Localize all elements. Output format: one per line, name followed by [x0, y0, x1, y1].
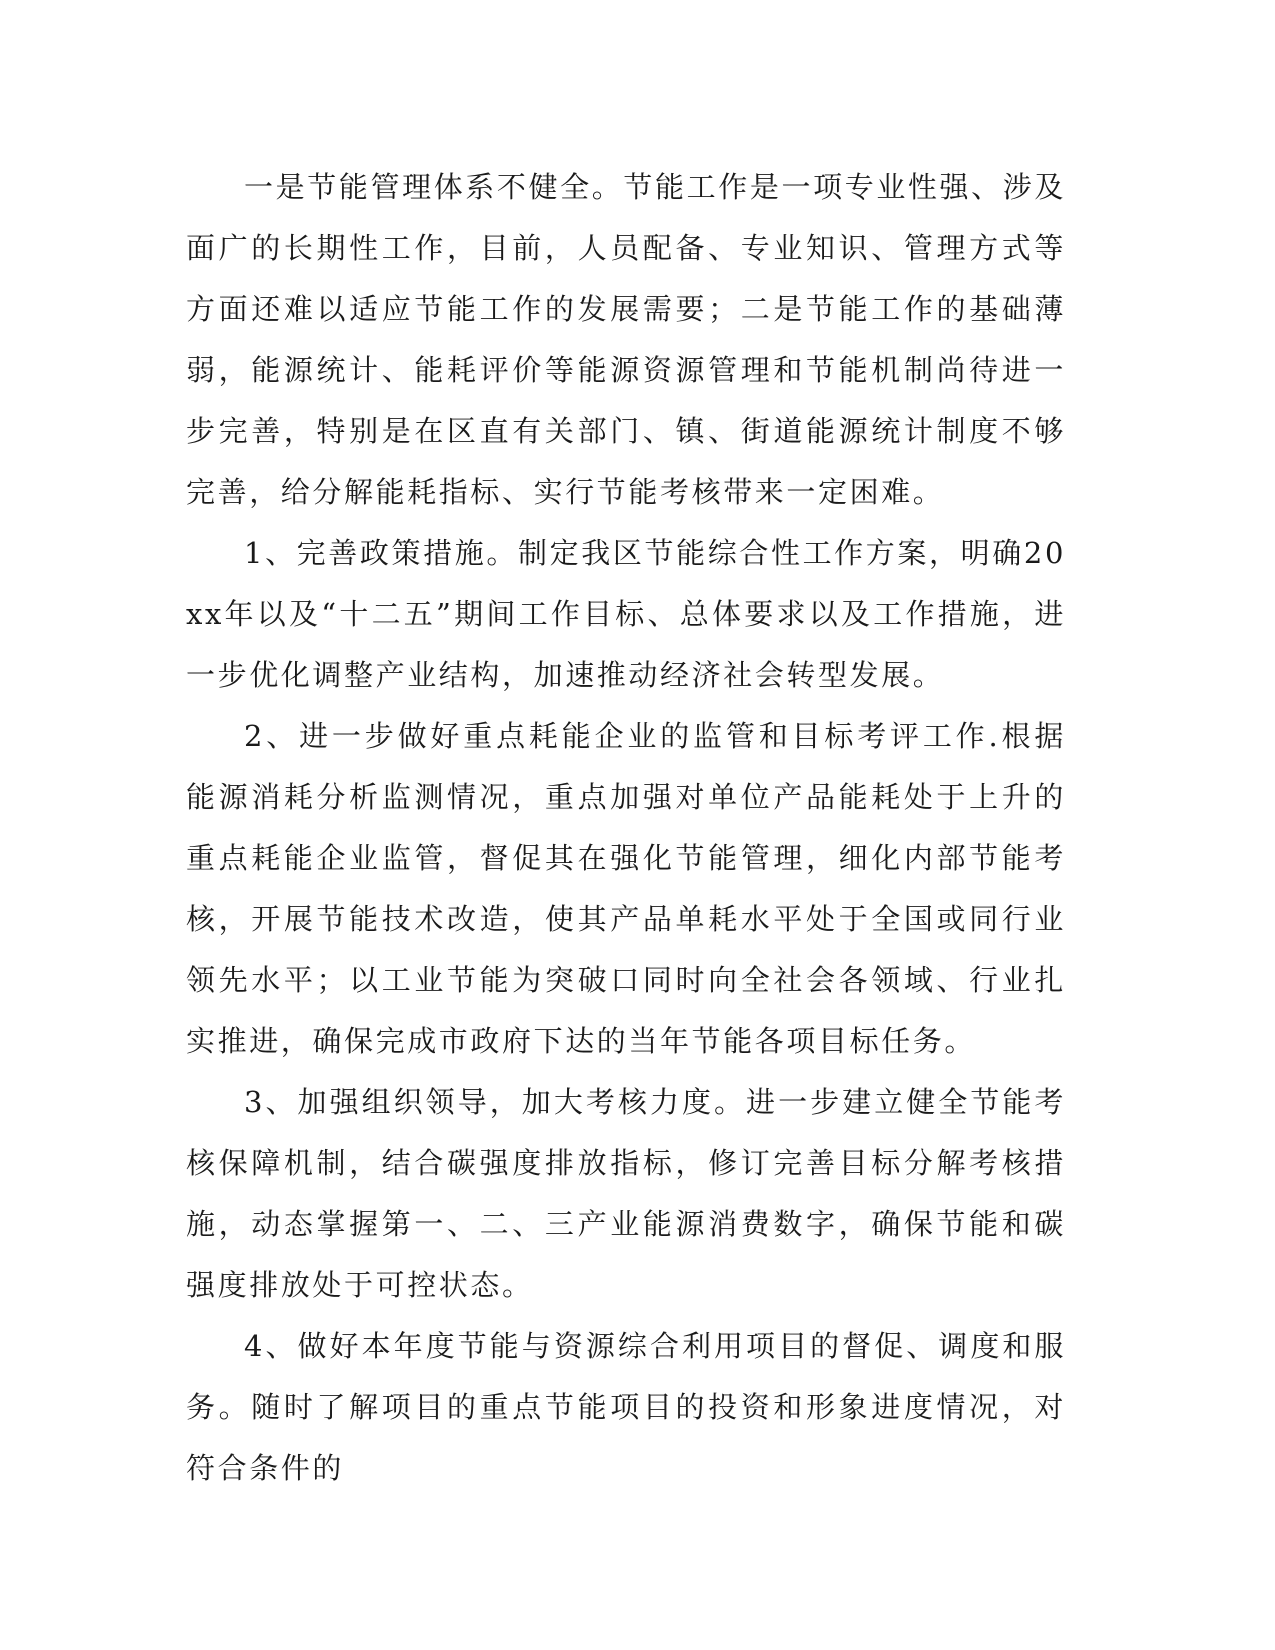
paragraph-item-4: 4、做好本年度节能与资源综合利用项目的督促、调度和服务。随时了解项目的重点节能项目的投资和形象进度情况，对符合条件的 — [186, 1329, 1066, 1485]
paragraph-item-3: 3、加强组织领导，加大考核力度。进一步建立健全节能考核保障机制，结合碳强度排放指标，修订完善目标分解考核措施，动态掌握第一、二、三产业能源消费数字，确保节能和碳强度排放处于可控状态。 — [186, 1085, 1066, 1302]
paragraph-item-1: 1、完善政策措施。制定我区节能综合性工作方案，明确20xx年以及“十二五”期间工作目标、总体要求以及工作措施，进一步优化调整产业结构，加速推动经济社会转型发展。 — [186, 536, 1066, 692]
document-body — [186, 157, 1066, 1499]
paragraph-problems: 一是节能管理体系不健全。节能工作是一项专业性强、涉及面广的长期性工作，目前，人员配备、专业知识、管理方式等方面还难以适应节能工作的发展需要；二是节能工作的基础薄弱，能源统计、能耗评价等能源资源管理和节能机制尚待进一步完善，特别是在区直有关部门、镇、街道能源统计制度不够完善，给分解能耗指标、实行节能考核带来一定困难。 — [186, 170, 1066, 509]
paragraph-item-2: 2、进一步做好重点耗能企业的监管和目标考评工作.根据能源消耗分析监测情况，重点加强对单位产品能耗处于上升的重点耗能企业监管，督促其在强化节能管理，细化内部节能考核，开展节能技术改造，使其产品单耗水平处于全国或同行业领先水平；以工业节能为突破口同时向全社会各领域、行业扎实推进，确保完成市政府下达的当年节能各项目标任务。 — [186, 719, 1066, 1058]
